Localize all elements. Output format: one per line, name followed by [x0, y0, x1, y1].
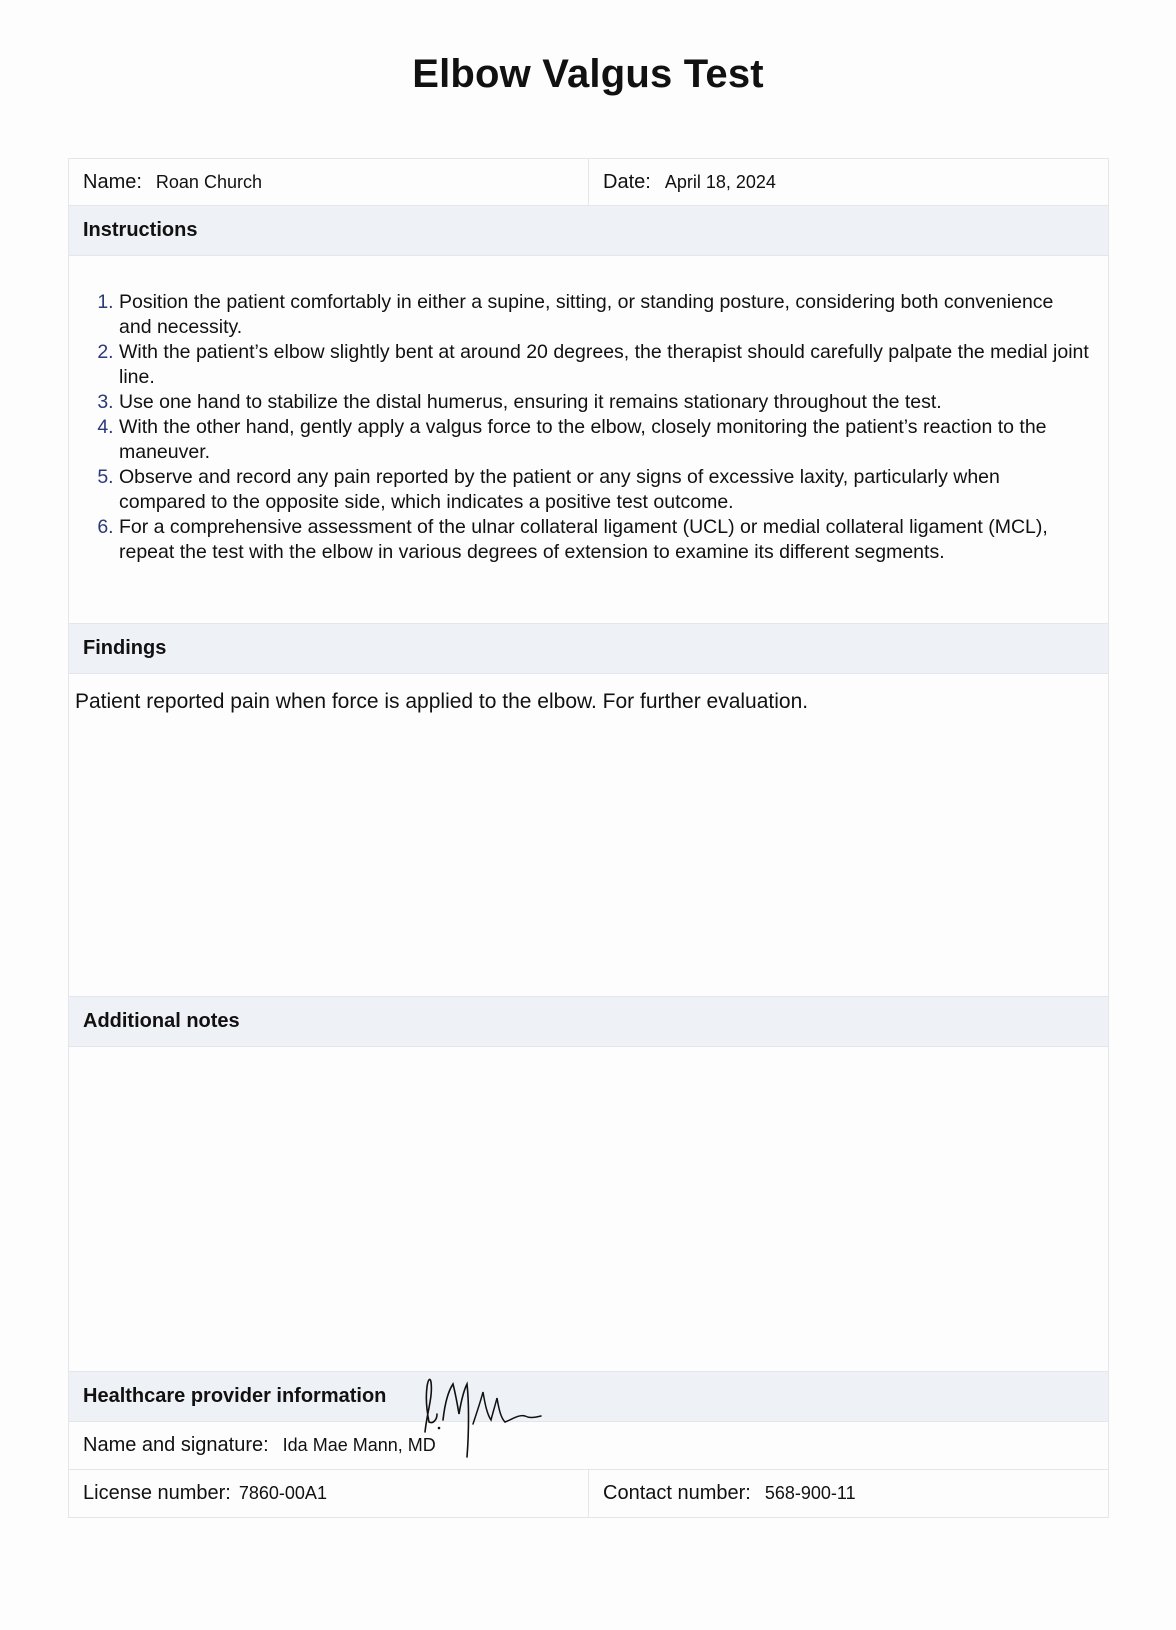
instruction-step: 6. For a comprehensive assessment of the ulnar collateral ligament (UCL) or medial collateral ligament (MCL), repeat the test with the elbow in various degrees of extension to examine its different segments.	[119, 515, 1090, 565]
patient-name-label: Name:	[83, 170, 142, 193]
date-value: April 18, 2024	[664, 171, 776, 192]
instruction-step: 1. Position the patient comfortably in either a supine, sitting, or standing posture, considering both convenience and necessity.	[119, 290, 1090, 340]
additional-notes-heading: Additional notes	[69, 997, 1108, 1047]
provider-name-row	[69, 1422, 1108, 1470]
additional-notes-text	[69, 1047, 1108, 1372]
page-title: Elbow Valgus Test	[412, 52, 764, 96]
provider-name-cell	[69, 1422, 1108, 1469]
instruction-step: 5. Observe and record any pain reported by the patient or any signs of excessive laxity, particularly when compared to the opposite side, which indicates a positive test outcome.	[119, 465, 1090, 515]
provider-name-value: Ida Mae Mann, MD	[282, 1435, 436, 1455]
instruction-step: 2. With the patient’s elbow slightly bent at around 20 degrees, the therapist should carefully palpate the medial joint line.	[119, 340, 1090, 390]
provider-details-row	[69, 1470, 1108, 1517]
provider-heading: Healthcare provider information	[69, 1372, 1108, 1422]
patient-name-value: Roan Church	[155, 171, 262, 192]
findings-text: Patient reported pain when force is applied to the elbow. For further evaluation.	[69, 674, 1108, 997]
date-cell	[588, 159, 1108, 205]
license-value: 7860-00A1	[238, 1483, 327, 1503]
provider-name-label: Name and signature:	[83, 1434, 269, 1456]
contact-value: 568-900-11	[764, 1483, 856, 1503]
instructions-body	[69, 256, 1108, 624]
license-label: License number:	[83, 1482, 231, 1504]
assessment-form	[68, 158, 1109, 1518]
instruction-step: 4. With the other hand, gently apply a valgus force to the elbow, closely monitoring the patient’s reaction to the maneuver.	[119, 415, 1090, 465]
findings-heading: Findings	[69, 624, 1108, 674]
date-label: Date:	[603, 170, 651, 193]
license-cell	[69, 1470, 588, 1517]
instructions-heading: Instructions	[69, 206, 1108, 256]
contact-label: Contact number:	[603, 1482, 751, 1504]
contact-cell	[588, 1470, 1108, 1517]
instruction-step: 3. Use one hand to stabilize the distal humerus, ensuring it remains stationary throughout the test.	[119, 390, 1090, 415]
instructions-list	[87, 290, 1090, 565]
patient-info-row	[69, 159, 1108, 206]
patient-name-cell	[69, 159, 588, 205]
